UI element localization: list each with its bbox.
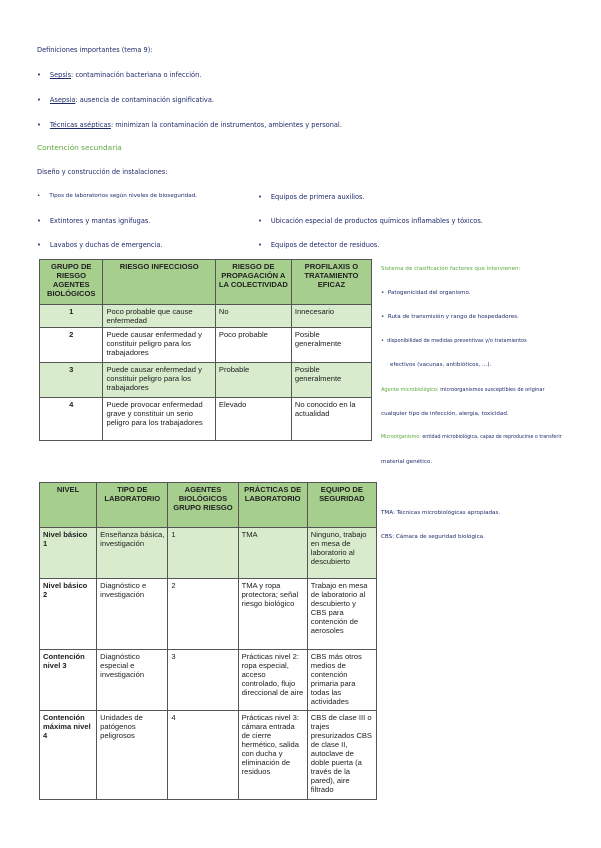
side-bullet-3: • disponibilidad de medidas preventivas y/o tratamientos (381, 338, 527, 344)
side-cbs: CBS: Cámara de seguridad biológica. (381, 534, 485, 540)
t2-level: Nivel básico 2 (40, 579, 97, 650)
definition-tecnicas (37, 121, 342, 129)
side-agent-cont: cualquier tipo de infección, alergia, toxicidad. (381, 411, 509, 417)
item-5: • Lavabos y duchas de emergencia. (37, 241, 163, 249)
side-tma: TMA: Técnicas microbiológicas apropiadas. (381, 510, 501, 516)
definition-asepsia (37, 96, 214, 104)
side-b2-text: Ruta de transmisión y rango de hospedadores. (387, 314, 519, 320)
t2-agents: 4 (168, 711, 238, 800)
t1-risk: Puede causar enfermedad y constituir peligro para los trabajadores (103, 328, 215, 363)
t1-prophylaxis: Posible generalmente (291, 328, 371, 363)
t2-level: Nivel básico 1 (40, 528, 97, 579)
side-agent (381, 387, 545, 393)
t2-header-level: NIVEL (40, 483, 97, 528)
table-row (40, 305, 372, 328)
t2-practices: Prácticas nivel 3: cámara entrada de cierre hermético, salida con ducha y eliminación de residuos (238, 711, 307, 800)
table-row (40, 650, 377, 711)
item-3: • Extintores y mantas ignífugas. (37, 217, 150, 225)
notes-heading: Definiciones importantes (tema 9): (37, 46, 153, 54)
table2-header-row (40, 483, 377, 528)
table-row (40, 528, 377, 579)
term-tecnicas: Técnicas asépticas (49, 121, 111, 129)
item-2: • Equipos de primera auxilios. (258, 193, 365, 201)
table-row (40, 398, 372, 441)
t2-equipment: Trabajo en mesa de laboratorio al descubierto y CBS para contención de aerosoles (307, 579, 376, 650)
t1-propagation: No (215, 305, 291, 328)
t1-prophylaxis: Posible generalmente (291, 363, 371, 398)
definition-sepsis (37, 71, 201, 79)
side-agent-text: microorganismos susceptibles de originar (438, 387, 545, 393)
t2-lab-type: Diagnóstico e investigación (97, 579, 168, 650)
t1-prophylaxis: No conocido en la actualidad (291, 398, 371, 441)
t2-practices: Prácticas nivel 2: ropa especial, acceso controlado, flujo direccional de aire (238, 650, 307, 711)
t2-practices: TMA (238, 528, 307, 579)
side-bullet-1: • Patogenicidad del organismo. (381, 290, 471, 296)
table1-header-row (40, 260, 372, 305)
t2-level: Contención nivel 3 (40, 650, 97, 711)
table-row (40, 711, 377, 800)
text-sepsis: : contaminación bacteriana o infección. (71, 71, 202, 79)
t2-header-equipment: EQUIPO DE SEGURIDAD (307, 483, 376, 528)
t1-group: 1 (40, 305, 103, 328)
t2-lab-type: Unidades de patógenos peligrosos (97, 711, 168, 800)
table-row (40, 579, 377, 650)
t1-group: 2 (40, 328, 103, 363)
risk-group-table (39, 259, 372, 441)
side-micro-term: Microorganismo: (381, 435, 421, 440)
side-micro-text: entidad microbiológica, capaz de reproducirse o transferir (420, 435, 562, 440)
t2-level: Contención máxima nivel 4 (40, 711, 97, 800)
t2-lab-type: Enseñanza básica, investigación (97, 528, 168, 579)
t1-propagation: Probable (215, 363, 291, 398)
side-micro (381, 435, 562, 440)
t2-equipment: CBS de clase III o trajes presurizados CBS de clase II, autoclave de doble puerta (a través de la pared), aire filtrado (307, 711, 376, 800)
side-b3-text: disponibilidad de medidas preventivas y/o tratamientos (387, 338, 527, 344)
t2-header-agents: AGENTES BIOLÓGICOS GRUPO RIESGO (168, 483, 238, 528)
side-b3-cont: efectivos (vacunas, antibióticos, ...). (390, 362, 492, 368)
t1-prophylaxis: Innecesario (291, 305, 371, 328)
t2-practices: TMA y ropa protectora; señal riesgo biológico (238, 579, 307, 650)
side-micro-cont: material genético. (381, 459, 433, 465)
t1-header-propagation: RIESGO DE PROPAGACIÓN A LA COLECTIVIDAD (215, 260, 291, 305)
t1-risk: Poco probable que cause enfermedad (103, 305, 215, 328)
t2-agents: 3 (168, 650, 238, 711)
t1-risk: Puede causar enfermedad y constituir peligro para los trabajadores (103, 363, 215, 398)
design-heading: Diseño y construcción de instalaciones: (37, 168, 168, 176)
t1-header-risk: RIESGO INFECCIOSO (103, 260, 215, 305)
t1-header-group: GRUPO DE RIESGO AGENTES BIOLÓGICOS (40, 260, 103, 305)
t1-propagation: Elevado (215, 398, 291, 441)
t1-propagation: Poco probable (215, 328, 291, 363)
side-b1-text: Patogenicidad del organismo. (387, 290, 471, 296)
t2-agents: 1 (168, 528, 238, 579)
t2-agents: 2 (168, 579, 238, 650)
term-sepsis: Sepsis (49, 71, 72, 79)
t2-header-lab-type: TIPO DE LABORATORIO (97, 483, 168, 528)
t2-header-practices: PRÁCTICAS DE LABORATORIO (238, 483, 307, 528)
text-tecnicas: : minimizan la contaminación de instrumentos, ambientes y personal. (110, 121, 342, 129)
t2-equipment: Ninguno, trabajo en mesa de laboratorio al descubierto (307, 528, 376, 579)
text-asepsia: : ausencia de contaminación significativa. (75, 96, 214, 104)
lab-level-table (39, 482, 377, 800)
t2-equipment: CBS más otros medios de contención primaria para todas las actividades (307, 650, 376, 711)
t1-group: 3 (40, 363, 103, 398)
table-row (40, 328, 372, 363)
item-1: • Tipos de laboratorios según niveles de bioseguridad. (37, 193, 197, 199)
item-4: • Ubicación especial de productos químicos inflamables y tóxicos. (258, 217, 483, 225)
side-title: Sistema de clasificación factores que intervienen: (381, 266, 521, 272)
t1-header-prophylaxis: PROFILAXIS O TRATAMIENTO EFICAZ (291, 260, 371, 305)
section-title: Contención secundaria (37, 143, 122, 152)
t1-group: 4 (40, 398, 103, 441)
table-row (40, 363, 372, 398)
side-agent-term: Agente microbiológico: (381, 387, 439, 393)
item-6: • Equipos de detector de residuos. (258, 241, 379, 249)
t2-lab-type: Diagnóstico especial e investigación (97, 650, 168, 711)
t1-risk: Puede provocar enfermedad grave y constituir un serio peligro para los trabajadores (103, 398, 215, 441)
term-asepsia: Asepsia (49, 96, 76, 104)
side-bullet-2: • Ruta de transmisión y rango de hospedadores. (381, 314, 519, 320)
